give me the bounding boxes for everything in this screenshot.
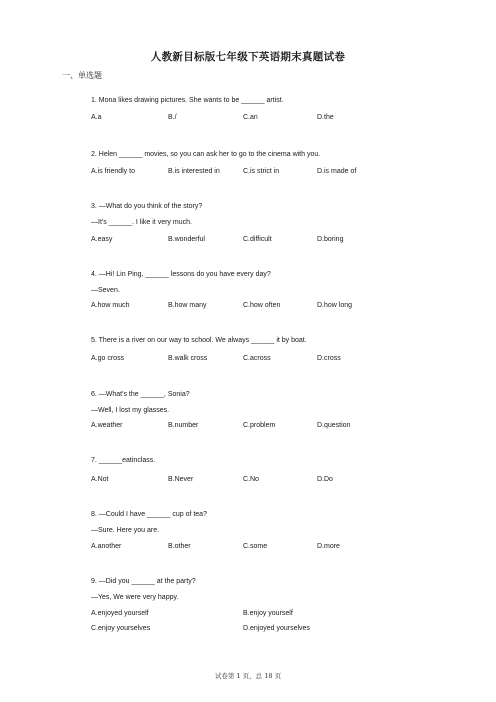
- question-1: [91, 96, 284, 112]
- question-text: 3. —What do you think of the story?: [91, 203, 203, 210]
- question-text: 8. —Could I have ______ cup of tea?: [91, 511, 207, 518]
- question-text: 1. Mona likes drawing pictures. She wants to be ______ artist.: [91, 97, 284, 104]
- option-a: A.a: [91, 114, 102, 121]
- question-text: 5. There is a river on our way to school. We always ______ it by boat.: [91, 337, 307, 344]
- option-a: A.how much: [91, 302, 130, 309]
- option-b: B./: [168, 114, 177, 121]
- option-c: C.an: [243, 114, 258, 121]
- option-c: C.difficult: [243, 236, 272, 243]
- option-c: C.problem: [243, 422, 276, 429]
- question-text: 9. —Did you ______ at the party?: [91, 578, 196, 585]
- option-c: C.how often: [243, 302, 281, 309]
- option-b: B.is interested in: [168, 168, 220, 175]
- option-a: A.is friendly to: [91, 168, 135, 175]
- option-a: A.enjoyed yourself: [91, 610, 149, 617]
- option-a: A.weather: [91, 422, 123, 429]
- option-d: D.boring: [317, 236, 344, 243]
- option-b: B.how many: [168, 302, 207, 309]
- option-d: D.question: [317, 422, 351, 429]
- option-c: C.across: [243, 355, 271, 362]
- question-5: [91, 336, 307, 352]
- option-d: D.cross: [317, 355, 341, 362]
- question-6: [91, 390, 190, 422]
- option-d: D.is made of: [317, 168, 357, 175]
- option-a: A.Not: [91, 476, 109, 483]
- question-text: 4. —Hi! Lin Ping, ______ lessons do you have every day?: [91, 271, 271, 278]
- option-c: C.enjoy yourselves: [91, 625, 151, 632]
- question-3: [91, 202, 202, 234]
- option-b: B.enjoy yourself: [243, 610, 293, 617]
- page-footer: 试卷第 1 页，总 18 页: [214, 672, 282, 680]
- option-c: C.some: [243, 543, 268, 550]
- question-text: —Seven.: [91, 287, 120, 294]
- question-text: —Well, I lost my glasses.: [91, 407, 170, 414]
- option-c: C.No: [243, 476, 259, 483]
- question-4: [91, 270, 271, 302]
- option-b: B.other: [168, 543, 191, 550]
- option-d: D.more: [317, 543, 340, 550]
- question-text: 7. ______eatinclass.: [91, 457, 156, 464]
- option-b: B.Never: [168, 476, 194, 483]
- exam-title: 人教新目标版七年级下英语期末真题试卷: [150, 51, 346, 63]
- option-b: B.wonderful: [168, 236, 205, 243]
- option-d: D.how long: [317, 302, 353, 309]
- option-c: C.is strict in: [243, 168, 280, 175]
- question-text: —Sure. Here you are.: [91, 527, 160, 534]
- question-text: —It's ______. I like it very much.: [91, 219, 192, 226]
- section-heading: 一、单选题: [62, 71, 102, 80]
- question-text: 2. Helen ______ movies, so you can ask her to go to the cinema with you.: [91, 151, 321, 158]
- option-a: A.easy: [91, 236, 113, 243]
- option-d: D.Do: [317, 476, 333, 483]
- option-d: D.enjoyed yourselves: [243, 625, 310, 632]
- option-b: B.walk cross: [168, 355, 208, 362]
- option-a: A.go cross: [91, 355, 125, 362]
- question-8: [91, 510, 207, 542]
- option-b: B.number: [168, 422, 199, 429]
- question-7: [91, 456, 155, 472]
- question-text: 6. —What's the ______, Sonia?: [91, 391, 190, 398]
- question-2: [91, 150, 320, 166]
- option-d: D.the: [317, 114, 334, 121]
- option-a: A.another: [91, 543, 122, 550]
- question-text: —Yes, We were very happy.: [91, 594, 179, 601]
- question-9: [91, 577, 196, 609]
